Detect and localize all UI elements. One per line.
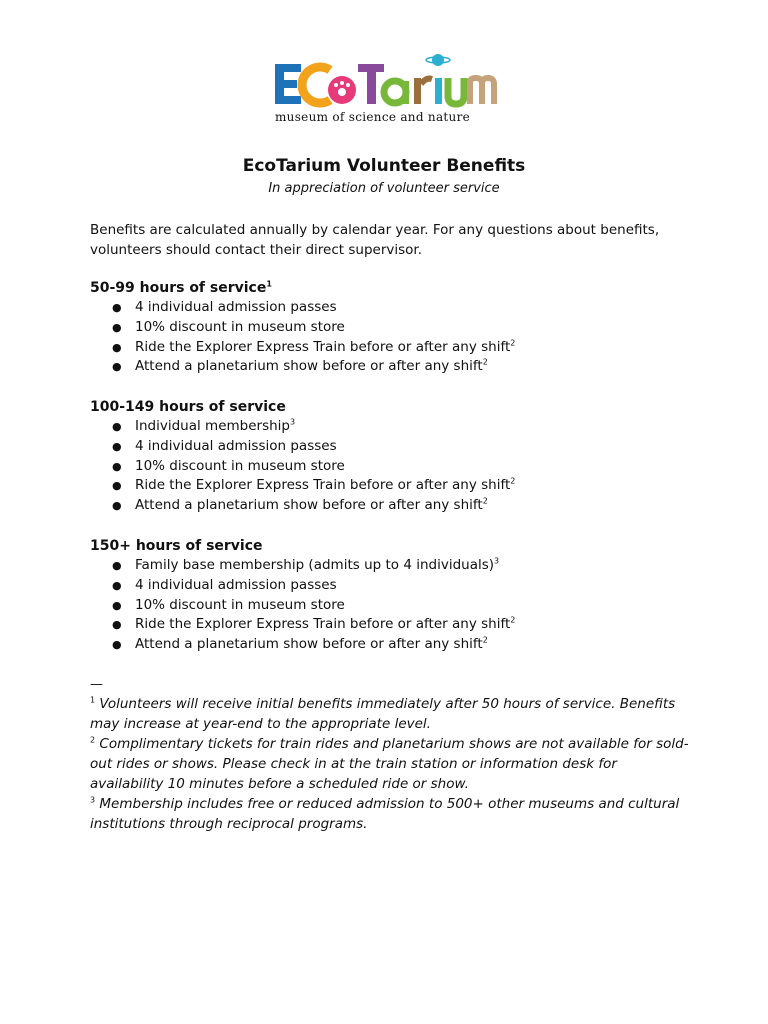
benefit-item: ● 4 individual admission passes [90, 437, 690, 457]
bullet-icon: ● [112, 618, 122, 632]
intro-paragraph: Benefits are calculated annually by calendar year. For any questions about benefits, volunteers should contact their direct supervisor. [90, 222, 660, 258]
footnote-2: $^2$ Complimentary tickets for train rides and planetarium shows are not available for sold-out rides or shows. Please check in at the train station or information desk for availability 10 minutes before a scheduled ride or show. [90, 735, 689, 792]
bullet-icon: ● [112, 420, 122, 433]
benefit-item: ● Attend a planetarium show before or after any shift$^2$ [90, 635, 690, 655]
bullet-icon: ● [112, 578, 122, 592]
benefit-item: ● Individual membership$^3$ [90, 417, 690, 437]
tier-heading: 50-99 hours of service$^1$ [90, 279, 272, 296]
tier-100-149 [90, 397, 690, 516]
bullet-icon: ● [112, 340, 122, 354]
footnote-3: $^3$ Membership includes free or reduced admission to 500+ other museums and cultural institutions through reciprocal programs. [90, 795, 680, 832]
bullet-icon: ● [112, 598, 122, 612]
benefit-item: ● Attend a planetarium show before or after any shift$^2$ [90, 496, 690, 516]
benefit-item: ● 10% discount in museum store [90, 596, 690, 616]
tier-heading: 100-149 hours of service [90, 399, 286, 415]
benefit-list [90, 417, 690, 516]
benefit-item: ● 10% discount in museum store [90, 457, 690, 477]
benefit-item: ● Ride the Explorer Express Train before or after any shift$^2$ [90, 338, 690, 358]
document-title: EcoTarium Volunteer Benefits [242, 156, 526, 176]
bullet-icon: ● [112, 301, 122, 314]
bullet-icon: ● [112, 499, 122, 513]
bullet-icon: ● [112, 459, 122, 473]
bullet-icon: ● [112, 360, 122, 374]
benefit-list [90, 298, 690, 377]
logo-tagline: museum of science and nature [275, 110, 471, 124]
bullet-icon: ● [112, 320, 122, 334]
benefit-item: ● Family base membership (admits up to 4 individuals)$^3$ [90, 556, 690, 576]
bullet-icon: ● [112, 479, 122, 493]
benefit-item: ● Attend a planetarium show before or after any shift$^2$ [90, 357, 690, 377]
tier-heading: 150+ hours of service [90, 538, 263, 554]
benefit-item: ● Ride the Explorer Express Train before or after any shift$^2$ [90, 476, 690, 496]
footnote-separator: — [90, 677, 103, 692]
footnotes [90, 694, 690, 834]
bullet-icon: ● [112, 638, 122, 652]
bullet-icon: ● [112, 439, 122, 453]
footnote-1: $^1$ Volunteers will receive initial benefits immediately after 50 hours of service. Benefits may increase at year-end to the appropriate level. [90, 695, 676, 732]
bullet-icon: ● [112, 559, 122, 572]
footnote-marker: 1 [266, 279, 272, 289]
tier-150-plus [90, 536, 690, 655]
benefit-item: ● 4 individual admission passes [90, 576, 690, 596]
benefit-item: ● 10% discount in museum store [90, 318, 690, 338]
tier-50-99 [90, 278, 690, 377]
ecotarium-logo [272, 48, 502, 126]
document-subtitle: In appreciation of volunteer service [268, 181, 500, 196]
benefit-item: ● 4 individual admission passes [90, 298, 690, 318]
benefit-item: ● Ride the Explorer Express Train before or after any shift$^2$ [90, 615, 690, 635]
benefit-list [90, 556, 690, 655]
